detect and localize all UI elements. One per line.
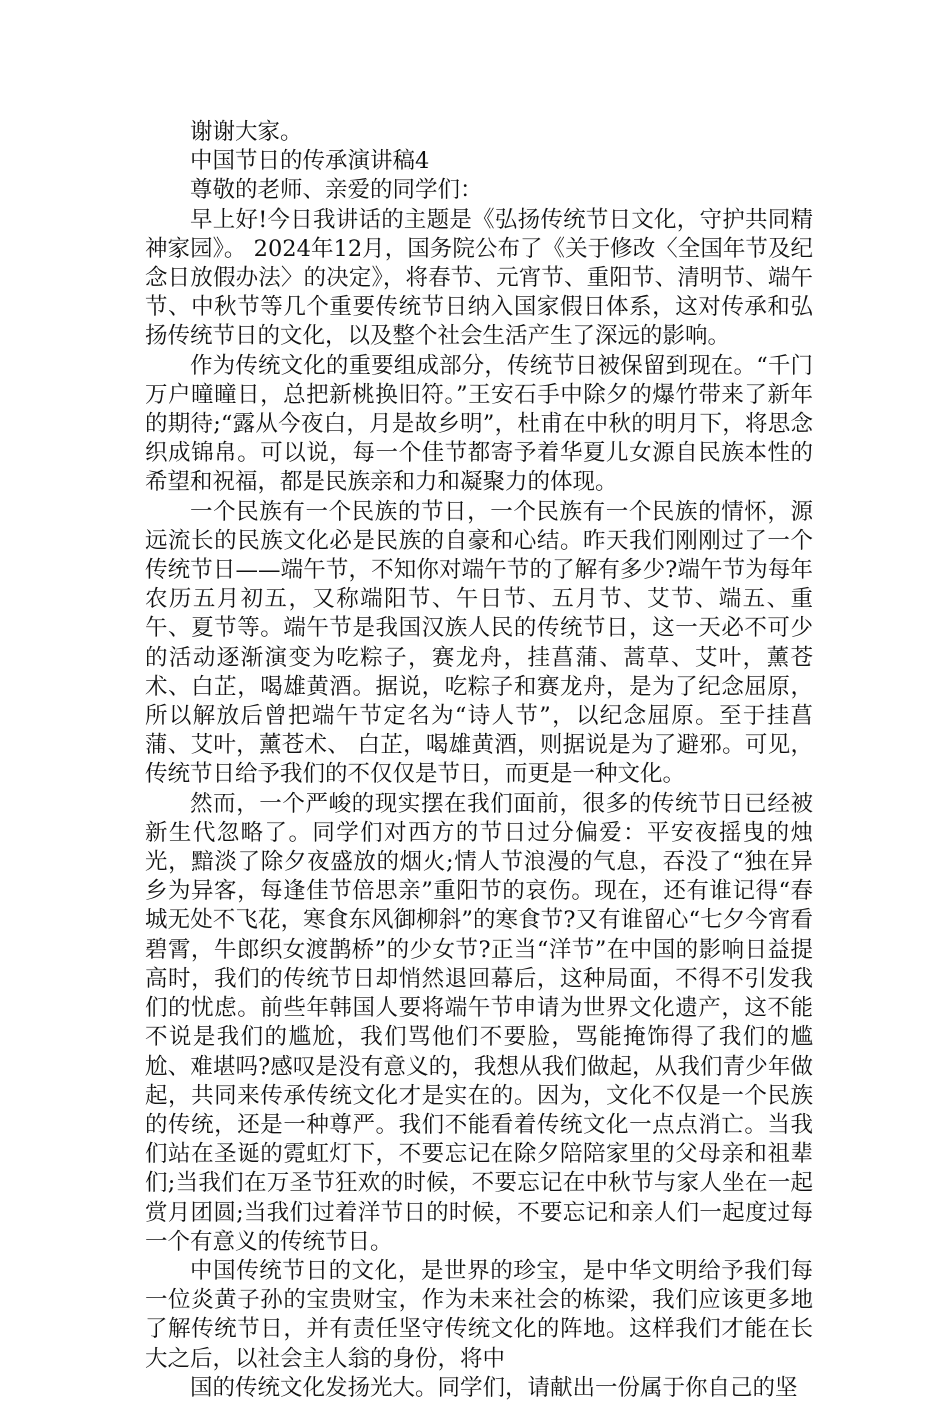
paragraph: 作为传统文化的重要组成部分，传统节日被保留到现在。“千门万户曈曈日，总把新桃换旧符。”王安石手中除夕的爆竹带来了新年的期待;“露从今夜白，月是故乡明”，杜甫在中秋的明月下，将思念织成锦帛。可以说，每一个佳节都寄予着华夏儿女源自民族本性的希望和祝福，都是民族亲和力和凝聚力的体现。 [145, 352, 813, 496]
salutation: 尊敬的老师、亲爱的同学们： [190, 177, 483, 204]
paragraph: 中国传统节日的文化，是世界的珍宝，是中华文明给予我们每一位炎黄子孙的宝贵财宝，作为未来社会的栋梁，我们应该更多地了解传统节日，并有责任坚守传统文化的阵地。这样我们才能在长大之后，以社会主人翁的身份，将中 [145, 1257, 813, 1372]
closing-line: 谢谢大家。 [190, 119, 303, 145]
paragraph: 一个民族有一个民族的节日，一个民族有一个民族的情怀，源远流长的民族文化必是民族的自豪和心结。昨天我们刚刚过了一个传统节日——端午节，不知你对端午节的了解有多少?端午节为每年农历五月初五，又称端阳节、午日节、五月节、艾节、端五、重午、夏节等。端午节是我国汉族人民的传统节日，这一天必不可少的活动逐渐演变为吃粽子，赛龙舟，挂菖蒲、蒿草、艾叶，薰苍术、白芷，喝雄黄酒。据说，吃粽子和赛龙舟，是为了纪念屈原，所以解放后曾把端午节定名为“诗人节”，以纪念屈原。至于挂菖蒲、艾叶，薰苍术、 白芷，喝雄黄酒，则据说是为了避邪。可见，传统节日给予我们的不仅仅是节日，而更是一种文化。 [145, 498, 813, 788]
paragraph: 早上好!今日我讲话的主题是《弘扬传统节日文化，守护共同精神家园》。 2024年12月，国务院公布了《关于修改〈全国年节及纪念日放假办法〉的决定》，将春节、元宵节、重阳节、清明节、端午节、中秋节等几个重要传统节日纳入国家假日体系，这对传承和弘扬传统节日的文化，以及整个社会生活产生了深远的影响。 [145, 206, 813, 350]
paragraph: 国的传统文化发扬光大。同学们，请献出一份属于你自己的坚 [190, 1374, 798, 1401]
document-body [145, 118, 813, 1403]
paragraph: 然而，一个严峻的现实摆在我们面前，很多的传统节日已经被新生代忽略了。同学们对西方的节日过分偏爱：平安夜摇曳的烛光，黯淡了除夕夜盛放的烟火;情人节浪漫的气息，吞没了“独在异乡为异客，每逢佳节倍思亲”重阳节的哀伤。现在，还有谁记得“春城无处不飞花，寒食东风御柳斜”的寒食节?又有谁留心“七夕今宵看碧霄，牛郎织女渡鹊桥”的少女节?正当“洋节”在中国的影响日益提高时，我们的传统节日却悄然退回幕后，这种局面，不得不引发我们的忧虑。前些年韩国人要将端午节申请为世界文化遗产，这不能不说是我们的尴尬，我们骂他们不要脸，骂能掩饰得了我们的尴尬、难堪吗?感叹是没有意义的，我想从我们做起，从我们青少年做起，共同来传承传统文化才是实在的。因为，文化不仅是一个民族的传统，还是一种尊严。我们不能看着传统文化一点点消亡。当我们站在圣诞的霓虹灯下，不要忘记在除夕陪陪家里的父母亲和祖辈们;当我们在万圣节狂欢的时候，不要忘记在中秋节与家人坐在一起赏月团圆;当我们过着洋节日的时候，不要忘记和亲人们一起度过每一个有意义的传统节日。 [145, 790, 813, 1255]
speech-title: 中国节日的传承演讲稿4 [190, 148, 430, 175]
